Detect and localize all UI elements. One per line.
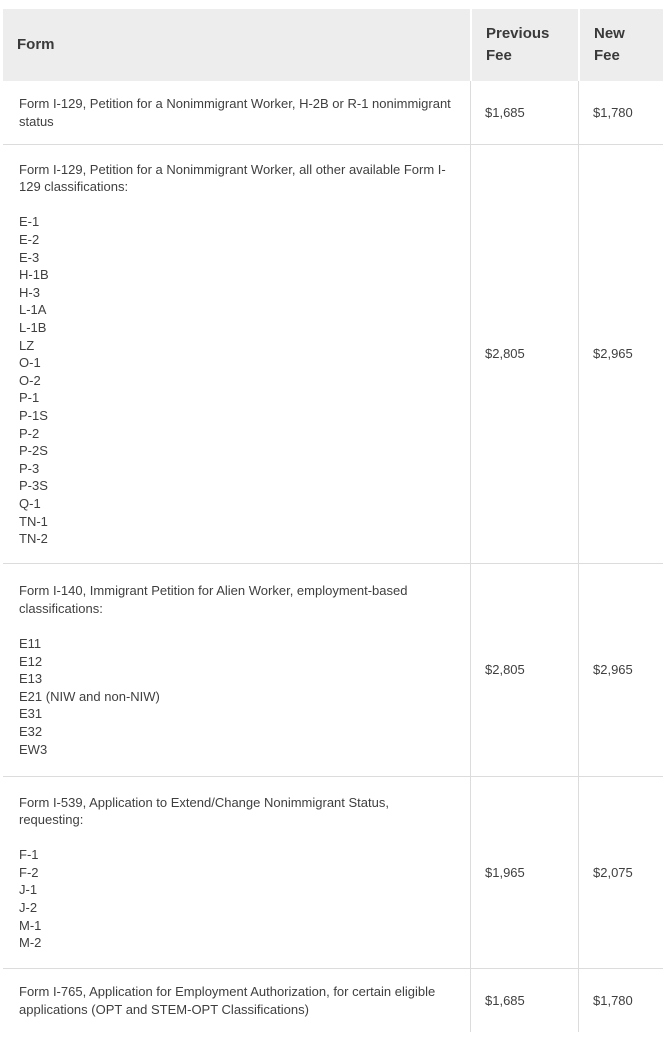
table-row [3,145,663,564]
previous-fee-value: $1,685 [470,81,578,145]
classification-item: EW3 [19,741,48,757]
form-cell [3,777,470,969]
classification-item: P-2 [19,425,40,441]
classification-item: O-2 [19,372,41,388]
classification-item: TN-2 [19,531,48,547]
classification-item: H-1B [19,267,49,283]
new-fee-value: $1,780 [578,81,663,145]
classification-item: L-1A [19,302,47,318]
fee-table [3,9,663,1032]
classification-item: M-2 [19,935,42,951]
form-title: Form I-765, Application for Employment Authorization, for certain eligible applications (OPT and STEM-OPT Classifications) [19,984,436,1017]
classification-item: P-1S [19,407,48,423]
classification-item: E-1 [19,214,40,230]
classification-item: E32 [19,723,43,739]
previous-fee-value: $1,965 [470,777,578,969]
classification-item: TN-1 [19,513,48,529]
classification-item: P-2S [19,443,48,459]
form-title: Form I-129, Petition for a Nonimmigrant Worker, H-2B or R-1 nonimmigrant status [19,96,451,129]
classification-item: J-1 [19,882,38,898]
classification-item: P-3 [19,460,40,476]
column-header-previous-fee: Previous Fee [470,9,578,81]
classification-item: E12 [19,653,43,669]
classification-item: E21 (NIW and non-NIW) [19,688,160,704]
classification-item: E11 [19,636,42,651]
form-cell [3,145,470,564]
classification-item: LZ [19,337,35,353]
form-cell [3,969,470,1032]
classification-list [19,635,454,758]
classification-item: F-1 [19,847,39,863]
new-fee-value: $2,075 [578,777,663,969]
table-row [3,81,663,145]
classification-item: O-1 [19,355,41,371]
form-cell [3,564,470,777]
form-title: Form I-140, Immigrant Petition for Alien Worker, employment-based classifications: [19,583,408,616]
previous-fee-value: $2,805 [470,145,578,564]
classification-item: L-1B [19,320,47,335]
classification-item: E31 [19,706,43,722]
classification-item: J-2 [19,900,38,916]
form-title: Form I-539, Application to Extend/Change Nonimmigrant Status, requesting: [19,794,389,828]
classification-item: E-3 [19,249,40,265]
previous-fee-value: $1,685 [470,969,578,1032]
new-fee-value: $2,965 [578,145,663,564]
classification-item: E-2 [19,232,40,248]
classification-item: P-3S [19,478,48,494]
classification-item: E13 [19,671,43,687]
new-fee-value: $2,965 [578,564,663,777]
table-header-row [3,9,663,81]
table-row [3,564,663,777]
new-fee-value: $1,780 [578,969,663,1032]
form-title: Form I-129, Petition for a Nonimmigrant Worker, all other available Form I-129 classifications: [19,161,446,195]
previous-fee-value: $2,805 [470,564,578,777]
classification-item: H-3 [19,284,40,300]
column-header-form: Form [3,9,470,81]
classification-item: Q-1 [19,495,41,511]
form-cell [3,81,470,145]
fee-table-body [3,81,663,1032]
table-row [3,777,663,969]
classification-item: M-1 [19,917,42,933]
classification-item: P-1 [19,390,40,406]
table-row [3,969,663,1032]
classification-list [19,213,454,547]
classification-item: F-2 [19,864,39,880]
classification-list [19,846,454,952]
column-header-new-fee: New Fee [578,9,663,81]
